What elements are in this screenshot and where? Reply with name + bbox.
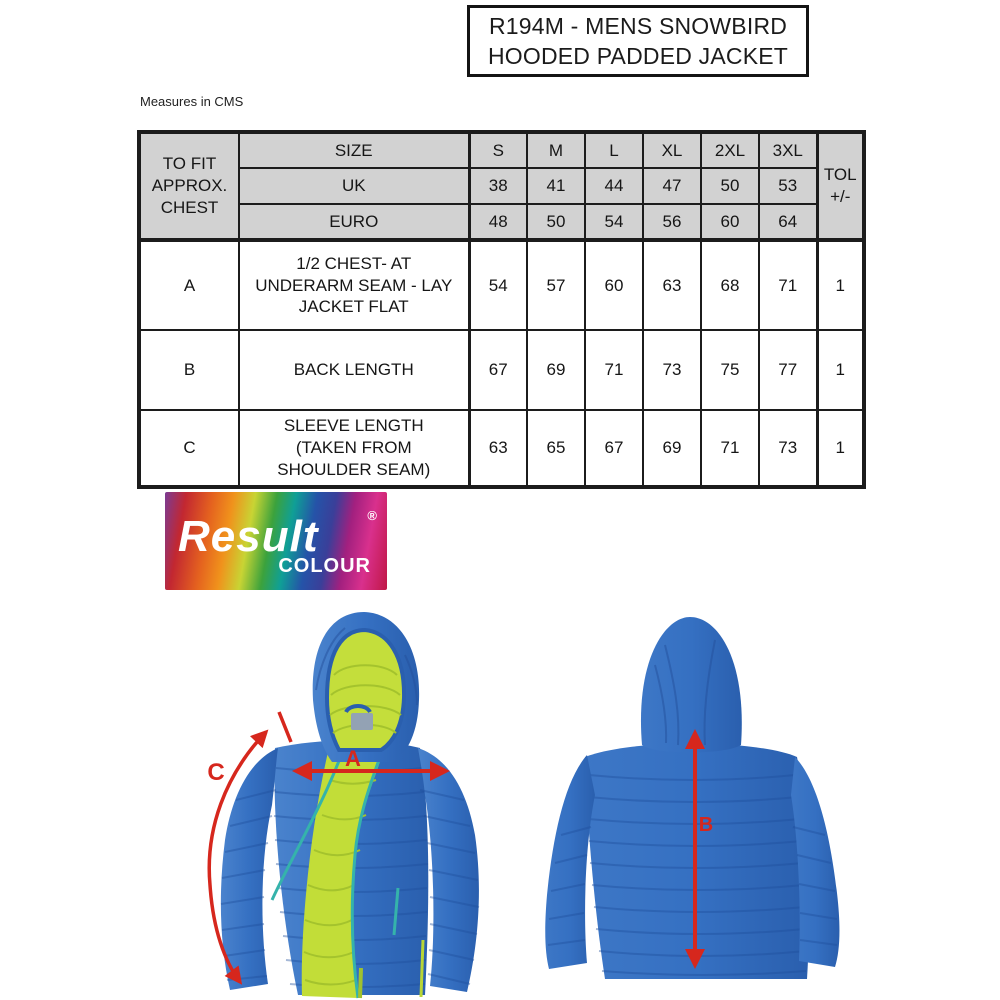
measure-value: 57 xyxy=(527,240,585,330)
measure-value: 71 xyxy=(759,240,817,330)
product-title-line1: R194M - MENS SNOWBIRD xyxy=(488,13,788,39)
sleeve-length-letter: C xyxy=(207,759,225,786)
euro-value: 50 xyxy=(527,204,585,240)
measure-value: 68 xyxy=(701,240,759,330)
measure-value: 73 xyxy=(759,410,817,487)
measure-description: SLEEVE LENGTH (TAKEN FROM SHOULDER SEAM) xyxy=(239,410,469,487)
measure-value: 77 xyxy=(759,330,817,410)
measure-value: 54 xyxy=(469,240,527,330)
measure-value: 65 xyxy=(527,410,585,487)
brand-sub-label: COLOUR xyxy=(278,555,371,577)
measure-value: 69 xyxy=(527,330,585,410)
size-value: 2XL xyxy=(701,132,759,168)
jacket-back-body xyxy=(585,744,809,980)
uk-value: 53 xyxy=(759,168,817,204)
neck-label-tag xyxy=(351,713,373,730)
back-length-letter: B xyxy=(698,814,714,836)
measure-value: 71 xyxy=(585,330,643,410)
size-value: L xyxy=(585,132,643,168)
measure-letter: A xyxy=(139,240,239,330)
jacket-back-hood xyxy=(641,617,742,753)
euro-value: 54 xyxy=(585,204,643,240)
table-row xyxy=(139,240,864,330)
jacket-back-left-sleeve xyxy=(545,755,595,969)
euro-value: 60 xyxy=(701,204,759,240)
jacket-back-diagram xyxy=(535,605,865,1000)
zip-pull xyxy=(360,968,361,998)
measure-value: 69 xyxy=(643,410,701,487)
measure-description: 1/2 CHEST- AT UNDERARM SEAM - LAY JACKET FLAT xyxy=(239,240,469,330)
product-title-line2: HOODED PADDED JACKET xyxy=(487,43,789,69)
jacket-front-diagram xyxy=(180,600,510,1000)
measure-value: 63 xyxy=(643,240,701,330)
result-colour-logo xyxy=(165,492,387,590)
brand-name: Result xyxy=(178,512,319,561)
product-title-box xyxy=(467,5,809,77)
tolerance-value: 1 xyxy=(817,240,864,330)
euro-value: 64 xyxy=(759,204,817,240)
tolerance-value: 1 xyxy=(817,410,864,487)
euro-value: 48 xyxy=(469,204,527,240)
measure-letter: B xyxy=(139,330,239,410)
measure-value: 63 xyxy=(469,410,527,487)
measure-value: 73 xyxy=(643,330,701,410)
units-note: Measures in CMS xyxy=(140,94,244,109)
measure-value: 71 xyxy=(701,410,759,487)
uk-value: 38 xyxy=(469,168,527,204)
measure-value: 67 xyxy=(469,330,527,410)
tolerance-value: 1 xyxy=(817,330,864,410)
uk-value: 41 xyxy=(527,168,585,204)
measure-value: 75 xyxy=(701,330,759,410)
registered-mark: ® xyxy=(367,508,377,523)
euro-value: 56 xyxy=(643,204,701,240)
table-row xyxy=(139,330,864,410)
zip-pull xyxy=(421,940,423,997)
size-value: M xyxy=(527,132,585,168)
measure-letter: C xyxy=(139,410,239,487)
measure-value: 67 xyxy=(585,410,643,487)
euro-row-label: EURO xyxy=(239,204,469,240)
size-value: XL xyxy=(643,132,701,168)
uk-row-label: UK xyxy=(239,168,469,204)
uk-value: 44 xyxy=(585,168,643,204)
table-row xyxy=(139,410,864,487)
shoulder-seam-tick xyxy=(279,712,291,742)
measure-description: BACK LENGTH xyxy=(239,330,469,410)
uk-value: 50 xyxy=(701,168,759,204)
chest-width-letter: A xyxy=(345,746,361,771)
tolerance-header-cell: TOL +/- xyxy=(817,132,864,240)
uk-value: 47 xyxy=(643,168,701,204)
size-chart-table xyxy=(137,130,866,489)
size-value: 3XL xyxy=(759,132,817,168)
size-value: S xyxy=(469,132,527,168)
measure-value: 60 xyxy=(585,240,643,330)
corner-header-cell: TO FIT APPROX. CHEST xyxy=(139,132,239,240)
size-row-label: SIZE xyxy=(239,132,469,168)
